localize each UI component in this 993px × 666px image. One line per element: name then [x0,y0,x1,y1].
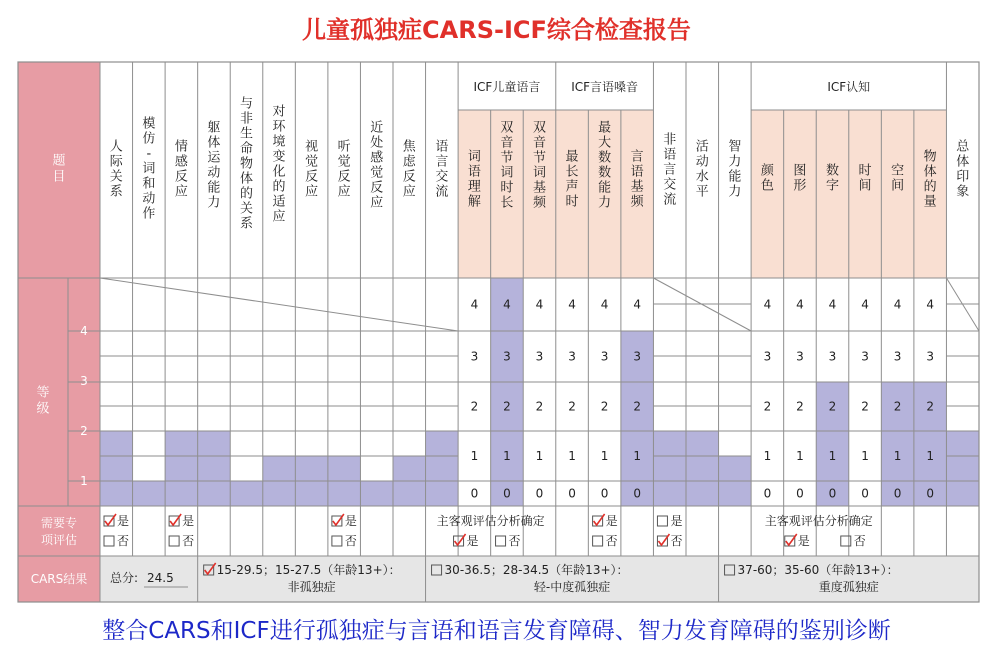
cars-range-label: 15-29.5；15-27.5（年龄13+）： [216,563,401,577]
icf-scale-value: 2 [926,399,934,414]
diagonal-line [100,278,458,331]
cars-range-label: 30-36.5；28-34.5（年龄13+）： [444,563,629,577]
icf-scale-value: 1 [828,449,837,463]
item-header-label: 数 [598,150,612,166]
item-header-label: 运 [207,150,221,166]
item-header-label: 处 [370,135,384,151]
icf-scale-value: 0 [893,486,902,501]
item-header-label: 节 [532,150,547,166]
icf-scale-value: 3 [796,349,804,364]
icf-scale-value: 3 [926,349,934,364]
item-header-label: 系 [109,184,123,200]
item-header-label: 最 [598,120,612,136]
item-header-label: 间 [858,178,872,194]
icf-scale-value: 3 [828,349,837,364]
need-eval-label: 项评估 [40,533,78,547]
icf-scale-value: 3 [600,349,609,364]
icf-score-bar [491,278,524,506]
item-header-label: 变 [272,149,286,165]
icf-scale-value: 1 [568,449,576,463]
icf-scale-value: 2 [470,399,479,414]
item-header-label: 词 [532,165,547,181]
no-checkbox [104,536,114,546]
report-footer: 整合CARS和ICF进行孤独症与言语和语言发育障碍、智力发育障碍的鉴别诊断 [102,618,891,644]
item-header-label: 时 [500,180,514,196]
item-header-label: 感 [370,150,384,166]
item-header-label: 体 [207,135,221,151]
level-tick: 2 [80,424,88,438]
item-header-label: 力 [728,154,742,170]
item-header-label: 能 [598,180,612,196]
icf-scale-value: 0 [861,486,869,501]
no-label: 否 [182,534,195,548]
item-header-label: 应 [174,184,188,200]
cars-total-value: 24.5 [147,571,174,585]
item-header-label: 物 [239,156,254,172]
item-header-label: 听 [337,139,351,155]
item-header-label: 应 [370,195,384,211]
item-header-label: 关 [109,169,123,185]
no-checkbox [332,536,342,546]
cars-score-bar [426,431,459,506]
item-header-label: 反 [305,169,319,185]
icf-scale-value: 2 [600,399,609,414]
item-header-label: 的 [239,186,254,202]
item-header-label: 词 [467,149,481,165]
cars-score-bar [230,481,263,506]
icf-scale-value: 4 [828,297,837,312]
icf-header-cell [784,110,817,278]
item-header-label: 应 [305,184,319,200]
item-header-label: 作 [142,206,156,222]
cars-score-bar [198,431,231,506]
item-header-label: 视 [305,139,319,155]
yes-label: 是 [466,534,479,548]
cars-total-label: 总分: [110,571,139,585]
cars-score-bar [165,431,198,506]
icf-scale-value: 0 [763,486,772,501]
item-header-label: 言 [630,149,644,165]
item-header-label: 力 [598,195,612,211]
level-tick-cell [68,278,100,506]
topic-label: 目 [52,169,66,185]
item-header-label: 物 [923,149,937,165]
item-header-label: 觉 [337,154,351,170]
icf-scale-value: 1 [503,449,511,463]
icf-scale-value: 1 [470,449,479,463]
item-header-label: 频 [532,195,547,211]
item-header-label: 基 [532,180,547,196]
icf-scale-value: 2 [763,399,772,414]
cars-range-result: 重度孤独症 [818,580,879,594]
icf-scale-value: 4 [535,297,544,312]
item-header-label: 的 [272,179,286,195]
cars-score-bar [946,431,979,506]
item-header-label: 应 [337,184,351,200]
icf-scale-value: 1 [763,449,772,463]
item-header-label: 总 [956,139,970,155]
icf-scale-value: 3 [763,349,772,364]
item-header-label: 动 [207,165,221,181]
item-header-label: 词 [500,165,514,181]
item-header-label: 语 [467,164,481,180]
icf-scale-value: 0 [470,486,479,501]
need-eval-cell [18,506,100,556]
item-header-label: 能 [207,180,221,196]
item-header-label: 语 [435,139,449,155]
icf-scale-value: 2 [861,399,869,414]
cars-range-label: 37-60；35-60（年龄13+）： [737,563,899,577]
item-header-label: 适 [272,194,286,210]
icf-scale-value: 3 [503,349,511,364]
item-header-label: 言 [663,162,677,178]
item-header-label: 时 [858,163,872,179]
item-header-label: 语 [630,164,644,180]
item-header-label: 字 [825,178,840,194]
item-header-label: 模 [142,116,156,132]
item-header-label: 非 [663,132,677,148]
item-header-label: 焦 [402,139,416,155]
item-header-label: 时 [565,194,579,210]
icf-scale-value: 0 [796,486,804,501]
icf-scale-value: 3 [633,349,641,364]
no-label: 否 [117,534,130,548]
icf-header-cell [881,110,914,278]
icf-scale-value: 0 [926,486,934,501]
no-checkbox [169,536,179,546]
item-header-label: 反 [402,169,416,185]
icf-scale-value: 4 [503,297,511,312]
item-header-label: 躯 [207,120,221,136]
item-header-label: 语 [663,147,677,163]
icf-scale-value: 3 [470,349,479,364]
item-header-label: 人 [109,139,123,155]
no-label: 否 [853,534,866,548]
icf-scale-value: 2 [893,399,902,414]
item-header-label: 环 [272,119,286,135]
icf-scale-value: 1 [861,449,869,463]
item-header-label: 情 [174,139,188,155]
yes-checkbox [657,516,667,526]
icf-scale-value: 2 [503,399,511,414]
icf-scale-value: 4 [893,297,902,312]
item-header-label: 频 [630,194,644,210]
item-header-label: 系 [239,216,254,232]
no-label: 否 [605,534,618,548]
no-checkbox [496,536,506,546]
item-header-label: 大 [598,135,612,151]
icf-scale-value: 4 [796,297,804,312]
item-header-label: 数 [598,165,612,181]
yes-label: 是 [797,534,810,548]
item-header-label: 虑 [402,154,416,170]
item-header-label: 仿 [142,131,156,147]
group-header-label: ICF认知 [827,80,871,94]
item-header-label: 双 [500,120,514,136]
icf-scale-value: 1 [926,449,934,463]
item-header-label: 平 [695,184,709,200]
item-header-label: 最 [565,149,579,165]
icf-scale-value: 2 [828,399,837,414]
item-header-label: 能 [728,169,742,185]
item-header-label: 体 [923,164,937,180]
item-header-label: 觉 [370,165,384,181]
topic-label: 题 [52,153,66,169]
level-tick: 1 [80,474,88,488]
icf-scale-value: 0 [535,486,544,501]
level-tick: 4 [80,324,88,338]
item-header-label: 应 [272,209,286,225]
icf-scale-value: 3 [861,349,869,364]
item-header-label: 对 [272,104,286,120]
item-header-label: 解 [467,194,481,210]
need-eval-label: 需要专 [40,516,78,530]
no-checkbox [593,536,603,546]
icf-scale-value: 1 [893,449,902,463]
icf-scale-value: 3 [568,349,576,364]
icf-header-cell [816,110,849,278]
item-header-label: 形 [793,178,807,194]
level-label: 级 [36,401,50,417]
no-label: 否 [508,534,521,548]
level-label: 等 [36,385,50,401]
yes-label: 是 [670,514,683,528]
yes-label: 是 [344,514,357,528]
icf-scale-value: 4 [633,297,641,312]
cars-score-bar [653,431,686,506]
icf-scale-value: 3 [893,349,902,364]
item-header-label: 关 [239,201,254,217]
item-header-label: 言 [435,154,449,170]
item-header-label: 境 [272,134,286,150]
cars-range-result: 非孤独症 [287,580,336,594]
item-header-label: 动 [695,154,709,170]
yes-label: 是 [605,514,618,528]
icf-scale-value: 2 [796,399,804,414]
icf-scale-value: 1 [796,449,804,463]
cars-score-bar [686,431,719,506]
item-header-label: 数 [825,163,840,179]
item-header-label: 力 [207,195,221,211]
icf-scale-value: 2 [535,399,544,414]
item-header-label: 反 [370,180,384,196]
item-header-label: 理 [467,179,481,195]
cars-range-result: 轻-中度孤独症 [533,580,611,594]
cars-score-bar [133,481,166,506]
item-header-label: 体 [239,171,254,187]
item-header-label: 间 [891,178,905,194]
item-header-label: 化 [272,164,286,180]
icf-scale-value: 4 [861,297,869,312]
icf-scale-value: 4 [470,297,479,312]
item-header-label: 图 [793,163,807,179]
icf-scale-value: 3 [535,349,544,364]
item-header-label: 印 [956,169,970,185]
item-header-label: 交 [435,169,449,185]
item-header-label: 近 [370,120,384,136]
item-header-label: 和 [142,176,156,192]
item-header-label: 节 [500,150,514,166]
icf-scale-value: 0 [503,486,511,501]
icf-scale-value: 4 [568,297,576,312]
item-header-label: 感 [174,154,188,170]
item-header-label: 应 [402,184,416,200]
item-header-label: 的 [923,179,937,195]
item-header-label: 长 [565,164,579,180]
item-header-label: 动 [142,191,156,207]
item-header-label: - [146,146,152,162]
group-header-label: ICF儿童语言 [473,80,541,94]
item-header-label: 非 [239,111,254,127]
icf-scale-value: 4 [763,297,772,312]
item-header-label: 命 [239,141,254,157]
level-tick: 3 [80,374,88,388]
no-label: 否 [344,534,357,548]
item-header-label: 反 [337,169,351,185]
item-header-label: 反 [174,169,188,185]
icf-scale-value: 0 [633,486,641,501]
item-header-label: 流 [435,184,449,200]
item-header-label: 水 [695,169,709,185]
icf-header-cell [849,110,882,278]
subjective-label: 主客观评估分析确定 [436,514,545,528]
item-header-label: 音 [500,135,514,151]
item-header-label: 交 [663,177,677,193]
icf-scale-value: 2 [568,399,576,414]
report-title: 儿童孤独症CARS-ICF综合检查报告 [302,16,691,44]
item-header-label: 空 [891,163,905,179]
yes-label: 是 [182,514,195,528]
cars-score-bar [100,431,133,506]
item-header-label: 双 [532,120,547,136]
item-header-label: 词 [142,161,156,177]
item-header-label: 色 [760,178,774,194]
item-header-label: 觉 [305,154,319,170]
icf-scale-value: 4 [926,297,934,312]
icf-scale-value: 2 [633,399,641,414]
icf-scale-value: 1 [633,449,641,463]
item-header-label: 体 [956,154,970,170]
icf-scale-value: 4 [600,297,609,312]
icf-scale-value: 1 [600,449,609,463]
item-header-label: 量 [923,194,937,210]
subjective-label: 主客观评估分析确定 [764,514,873,528]
item-header-label: 声 [565,179,579,195]
item-header-label: 流 [663,192,677,208]
cars-result-label: CARS结果 [30,572,88,586]
icf-scale-value: 1 [535,449,544,463]
item-header-label: 基 [630,179,644,195]
item-header-label: 音 [532,135,547,151]
item-header-label: 生 [239,126,254,142]
cars-score-bar [360,481,393,506]
item-header-label: 际 [109,154,123,170]
yes-label: 是 [117,514,130,528]
no-label: 否 [670,534,683,548]
icf-scale-value: 0 [568,486,576,501]
group-header-label: ICF言语嗓音 [571,80,639,94]
item-header-label: 颜 [760,163,774,179]
item-header-label: 活 [695,139,709,155]
item-header-label: 长 [500,195,514,211]
icf-header-cell [751,110,784,278]
item-header-label: 与 [239,96,254,112]
icf-scale-value: 0 [600,486,609,501]
item-header-label: 象 [956,184,970,200]
item-header-label: 智 [728,139,742,155]
item-header-label: 力 [728,184,742,200]
icf-scale-value: 0 [828,486,837,501]
